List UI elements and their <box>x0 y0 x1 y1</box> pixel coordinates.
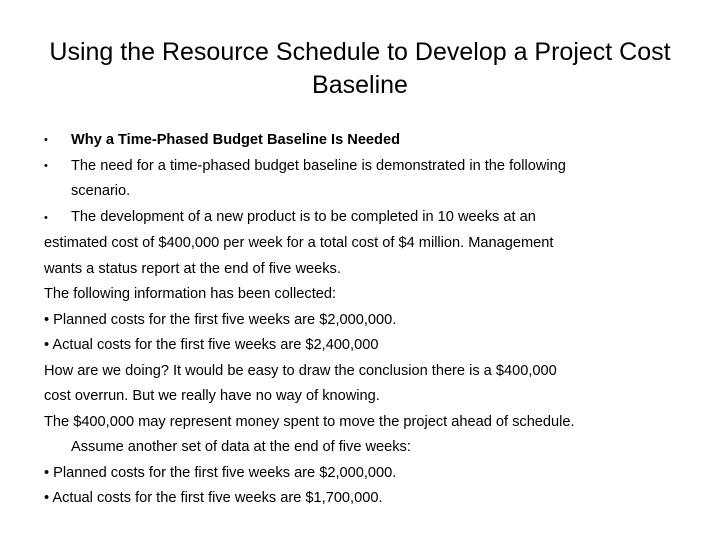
body-line-actual-costs-2: • Actual costs for the first five weeks are $1,700,000. <box>44 490 383 506</box>
bullet-dot: • <box>44 134 48 146</box>
body-line-info-collected: The following information has been collected: <box>44 286 337 302</box>
body-line-assume-another: Assume another set of data at the end of five weeks: <box>71 439 411 455</box>
body-line-cost-overrun: cost overrun. But we really have no way of knowing. <box>44 388 380 404</box>
body-line-planned-costs-1: • Planned costs for the first five weeks are $2,000,000. <box>44 311 397 328</box>
slide-title <box>30 36 690 102</box>
bullet-dot: • <box>44 159 48 172</box>
body-line-how-are-we-doing: How are we doing? It would be easy to draw the conclusion there is a $400,000 <box>44 362 557 379</box>
bullet-dot: • <box>44 211 48 224</box>
slide-title-line-2: Baseline <box>312 71 408 99</box>
bullet-2-text-line-2: scenario. <box>71 183 131 199</box>
slide-title-line-1: Using the Resource Schedule to Develop a Project Cost <box>49 38 671 66</box>
body-line-actual-costs-1: • Actual costs for the first five weeks are $2,400,000 <box>44 337 379 353</box>
body-line-planned-costs-2: • Planned costs for the first five weeks are $2,000,000. <box>44 464 397 481</box>
bullet-1-text: Why a Time-Phased Budget Baseline Is Needed <box>71 132 400 148</box>
bullet-item-1 <box>44 128 684 154</box>
body-line-may-represent: The $400,000 may represent money spent to move the project ahead of schedule. <box>44 413 575 430</box>
bullet-2-text-line-1: The need for a time-phased budget baseline is demonstrated in the following <box>71 157 566 174</box>
bullet-item-2 <box>44 154 684 205</box>
slide-body <box>44 128 684 512</box>
body-line-estimated-cost: estimated cost of $400,000 per week for a total cost of $4 million. Management <box>44 235 554 251</box>
bullet-item-3 <box>44 205 684 232</box>
bullet-3-text: The development of a new product is to be completed in 10 weeks at an <box>71 208 536 225</box>
body-line-status-report: wants a status report at the end of five weeks. <box>44 260 341 277</box>
